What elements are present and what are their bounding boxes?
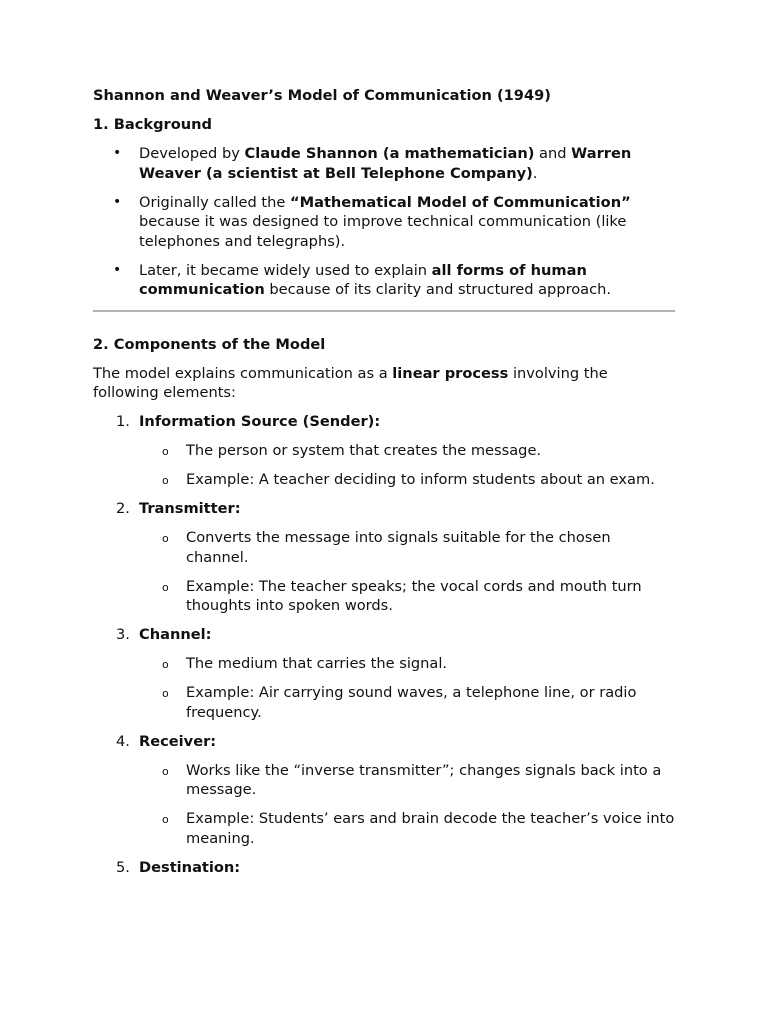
sub-bullet-marker: o — [162, 580, 169, 594]
item-label: Transmitter: — [139, 500, 241, 517]
bullet-marker: • — [113, 145, 122, 161]
text-run: Developed by — [139, 145, 245, 162]
document-page — [93, 86, 675, 887]
sub-bullet-marker: o — [162, 658, 169, 671]
sub-bullet-text: Example: Air carrying sound waves, a telephone line, or radio frequency. — [186, 684, 637, 721]
text-run: Originally called the — [139, 193, 290, 211]
text-run: The model explains communication as a — [93, 364, 393, 382]
bold-text: Claude Shannon (a mathematician) — [244, 145, 535, 162]
section-divider — [93, 310, 675, 312]
sub-bullet-text: Example: Students’ ears and brain decode the teacher’s voice into meaning. — [186, 810, 675, 847]
sub-bullet-item — [93, 577, 675, 616]
numbered-item — [93, 499, 675, 519]
bullet-item — [93, 261, 675, 300]
text-run: because it was designed to improve technical communication (like telephones and telegraphs). — [139, 213, 627, 250]
document-title: Shannon and Weaver’s Model of Communication (1949) — [93, 87, 551, 104]
sub-bullet-marker: o — [162, 532, 169, 545]
sub-bullet-item — [93, 470, 675, 490]
text-run: Later, it became widely used to explain — [139, 261, 432, 279]
numbered-item — [93, 858, 675, 878]
components-numbered-list — [93, 412, 675, 877]
item-label: Information Source (Sender): — [139, 413, 381, 430]
components-intro — [93, 364, 675, 403]
sub-bullet-marker: o — [162, 687, 169, 700]
sub-bullet-text: The medium that carries the signal. — [186, 655, 448, 672]
sub-bullet-text: Converts the message into signals suitable for the chosen channel. — [186, 529, 611, 566]
numbered-item — [93, 412, 675, 432]
sub-bullet-marker: o — [162, 445, 169, 458]
sub-bullet-marker: o — [162, 764, 169, 778]
sub-bullet-item — [93, 683, 675, 722]
section-heading-background: 1. Background — [93, 116, 213, 133]
sub-bullet-item — [93, 654, 675, 674]
numbered-item — [93, 625, 675, 645]
sub-bullet-text: The person or system that creates the message. — [186, 442, 542, 459]
item-label: Channel: — [139, 626, 212, 643]
text-run: because of its clarity and structured approach. — [264, 281, 612, 298]
sub-bullet-text: Example: A teacher deciding to inform students about an exam. — [186, 471, 655, 488]
bullet-item — [93, 144, 675, 183]
text-run: . — [532, 164, 538, 182]
bullet-marker: • — [113, 261, 122, 278]
item-number: 3. — [116, 626, 130, 643]
background-bullet-list — [93, 144, 675, 300]
sub-bullet-text: Example: The teacher speaks; the vocal cords and mouth turn thoughts into spoken words. — [186, 577, 642, 614]
sub-bullet-text: Works like the “inverse transmitter”; changes signals back into a message. — [186, 761, 662, 798]
bold-text: “Mathematical Model of Communication” — [289, 193, 631, 211]
text-run: and — [534, 145, 572, 162]
bullet-marker: • — [113, 193, 122, 210]
bold-text: linear process — [392, 364, 509, 382]
item-label: Destination: — [139, 858, 241, 876]
sub-bullet-item — [93, 441, 675, 461]
bold-text: Warren Weaver (a scientist at Bell Telephone Company) — [139, 145, 632, 182]
item-label: Receiver: — [139, 732, 217, 750]
bullet-item — [93, 193, 675, 252]
sub-bullet-marker: o — [162, 813, 169, 826]
sub-bullet-item — [93, 761, 675, 800]
section-heading-components: 2. Components of the Model — [93, 335, 326, 353]
bold-text: all forms of human communication — [139, 261, 587, 298]
sub-bullet-marker: o — [162, 474, 169, 487]
numbered-item — [93, 732, 675, 752]
item-number: 1. — [116, 413, 130, 430]
sub-bullet-item — [93, 809, 675, 848]
text-run: involving the following elements: — [93, 364, 608, 401]
item-number: 2. — [116, 500, 130, 517]
item-number: 4. — [116, 732, 130, 750]
sub-bullet-item — [93, 528, 675, 567]
item-number: 5. — [116, 858, 130, 876]
